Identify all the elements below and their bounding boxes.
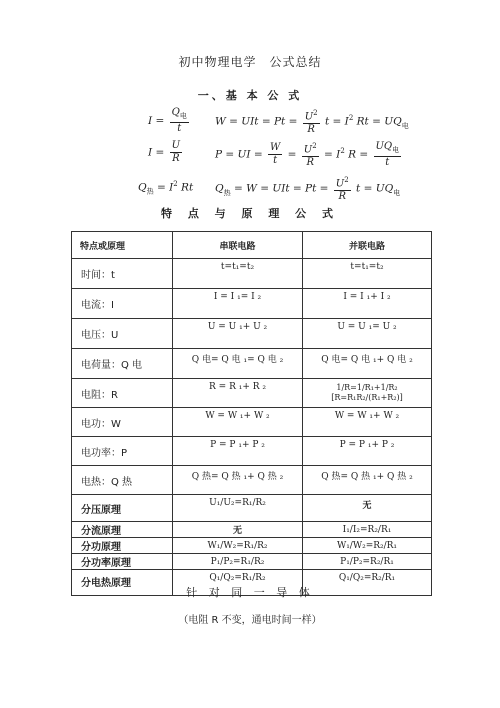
formula-joule-law: $Q_热 = I^2$ Rt (138, 180, 194, 196)
header-parallel: 并联电路 (303, 232, 432, 259)
table-row (72, 522, 432, 538)
formula-current-charge: I = $\frac{Q_电}{t}$ (148, 107, 187, 134)
table-row (72, 349, 432, 379)
parallel-cell: I = I ₁+ I ₂ (303, 289, 432, 319)
formula-ohms-law: I = $\frac{U}{R}$ (148, 140, 181, 164)
parallel-cell: P = P ₁+ P ₂ (303, 437, 432, 466)
parallel-cell: t=t₁=t₂ (303, 259, 432, 289)
row-label: 电功率：P (72, 437, 173, 466)
series-cell: P = P ₁+ P ₂ (173, 437, 303, 466)
parallel-cell: I₁/I₂=R₂/R₁ (303, 522, 432, 538)
series-cell: P₁/P₂=R₁/R₂ (173, 554, 303, 570)
row-label: 分功原理 (72, 538, 173, 554)
formula-heat-pure-resistor: $Q_热 = W$ = UIt = Pt = $\frac{U^2}{R}$ $t = UQ_电$ (215, 176, 401, 203)
footer-condition-note: （电阻 R 不变，通电时间一样） (178, 615, 322, 626)
row-label: 分流原理 (72, 522, 173, 538)
series-cell: R = R ₁+ R ₂ (173, 379, 303, 408)
section-characteristics-heading: 特 点 与 原 理 公 式 (161, 207, 339, 220)
row-label: 电功：W (72, 408, 173, 437)
series-cell: U = U ₁+ U ₂ (173, 319, 303, 349)
header-characteristic: 特点或原理 (72, 232, 173, 259)
footer-same-conductor: 针 对 同 一 导 体 (186, 586, 314, 599)
table-row (72, 554, 432, 570)
row-label: 分电热原理 (72, 570, 173, 596)
parallel-cell: U = U ₁= U ₂ (303, 319, 432, 349)
section-basic-formulas-heading: 一、基 本 公 式 (197, 89, 303, 102)
series-cell: Q₁/Q₂=R₁/R₂ (173, 570, 303, 596)
row-label: 电流：I (72, 289, 173, 319)
row-label: 电阻：R (72, 379, 173, 408)
table-row (72, 495, 432, 522)
parallel-cell: P₁/P₂=R₂/R₁ (303, 554, 432, 570)
parallel-cell: Q₁/Q₂=R₂/R₁ (303, 570, 432, 596)
parallel-cell: Q 热= Q 热 ₁+ Q 热 ₂ (303, 466, 432, 495)
series-cell: W = W ₁+ W ₂ (173, 408, 303, 437)
series-cell: U₁/U₂=R₁/R₂ (173, 495, 303, 522)
table-row (72, 538, 432, 554)
table-header-row (72, 232, 432, 259)
row-label: 电热：Q 热 (72, 466, 173, 495)
table-row (72, 289, 432, 319)
parallel-cell: W₁/W₂=R₂/R₁ (303, 538, 432, 554)
header-series: 串联电路 (173, 232, 303, 259)
table-row (72, 408, 432, 437)
table-row (72, 379, 432, 408)
row-label: 电压：U (72, 319, 173, 349)
series-cell: t=t₁=t₂ (173, 259, 303, 289)
row-label: 电荷量：Q 电 (72, 349, 173, 379)
series-cell: Q 热= Q 热 ₁+ Q 热 ₂ (173, 466, 303, 495)
table-row (72, 319, 432, 349)
formula-electric-power: P = UI = $\frac{W}{t}$ = $\frac{U^2}{R}$ = $I^2$ R = $\frac{UQ_电}{t}$ (215, 140, 400, 169)
row-label: 分功率原理 (72, 554, 173, 570)
parallel-cell: 无 (303, 495, 432, 522)
series-cell: Q 电= Q 电 ₁= Q 电 ₂ (173, 349, 303, 379)
formula-electric-work: W = UIt = Pt = $\frac{U^2}{R}$ $t = I^2$ $Rt = UQ_电$ (215, 109, 409, 136)
table-row (72, 437, 432, 466)
formula-table (71, 231, 432, 596)
series-cell: 无 (173, 522, 303, 538)
page-title: 初中物理电学 公式总结 (178, 55, 322, 69)
parallel-cell: 1/R=1/R₁+1/R₂ [R=R₁R₂/(R₁+R₂)] (303, 379, 432, 408)
table-row (72, 466, 432, 495)
table-row (72, 259, 432, 289)
row-label: 时间：t (72, 259, 173, 289)
parallel-cell: W = W ₁+ W ₂ (303, 408, 432, 437)
parallel-cell: Q 电= Q 电 ₁+ Q 电 ₂ (303, 349, 432, 379)
series-cell: W₁/W₂=R₁/R₂ (173, 538, 303, 554)
row-label: 分压原理 (72, 495, 173, 522)
series-cell: I = I ₁= I ₂ (173, 289, 303, 319)
